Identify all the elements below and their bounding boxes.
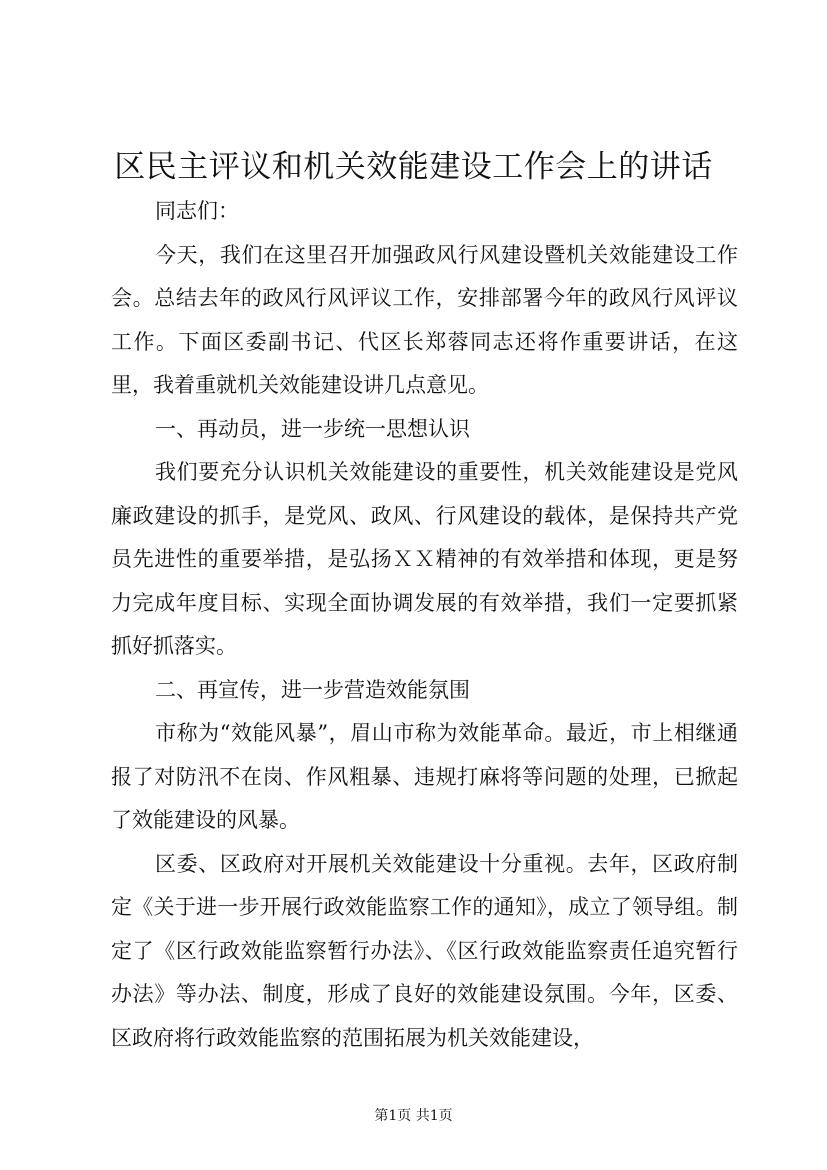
intro-paragraph: 今天，我们在这里召开加强政风行风建设暨机关效能建设工作会。总结去年的政风行风评议工作，安排部署今年的政风行风评议工作。下面区委副书记、代区长郑蓉同志还将作重要讲话，在这里，我着重就机关效能建设讲几点意见。: [111, 242, 738, 397]
section-heading-1: 一、再动员，进一步统一思想认识: [155, 416, 470, 441]
document-title: 区民主评议和机关效能建设工作会上的讲话: [114, 149, 713, 185]
salutation: 同志们：: [155, 199, 239, 223]
body-paragraph: 区委、区政府对开展机关效能建设十分重视。去年，区政府制定《关于进一步开展行政效能监察工作的通知》，成立了领导组。制定了《区行政效能监察暂行办法》、《区行政效能监察责任追究暂行办法》等办法、制度，形成了良好的效能建设氛围。今年，区委、区政府将行政效能监察的范围拓展为机关效能建设，: [111, 851, 738, 1050]
section-heading-2: 二、再宣传，进一步营造效能氛围: [155, 677, 470, 702]
page-footer: 第1页 共1页: [374, 1108, 453, 1124]
body-paragraph: 市称为“效能风暴”，眉山市称为效能革命。最近，市上相继通报了对防汛不在岗、作风粗暴、违规打麻将等问题的处理，已掀起了效能建设的风暴。: [111, 721, 738, 832]
document-body: [111, 190, 738, 1060]
body-paragraph: 我们要充分认识机关效能建设的重要性，机关效能建设是党风廉政建设的抓手，是党风、政风、行风建设的载体，是保持共产党员先进性的重要举措，是弘扬ＸＸ精神的有效举措和体现，更是努力完成年度目标、实现全面协调发展的有效举措，我们一定要抓紧抓好抓落实。: [111, 460, 738, 658]
